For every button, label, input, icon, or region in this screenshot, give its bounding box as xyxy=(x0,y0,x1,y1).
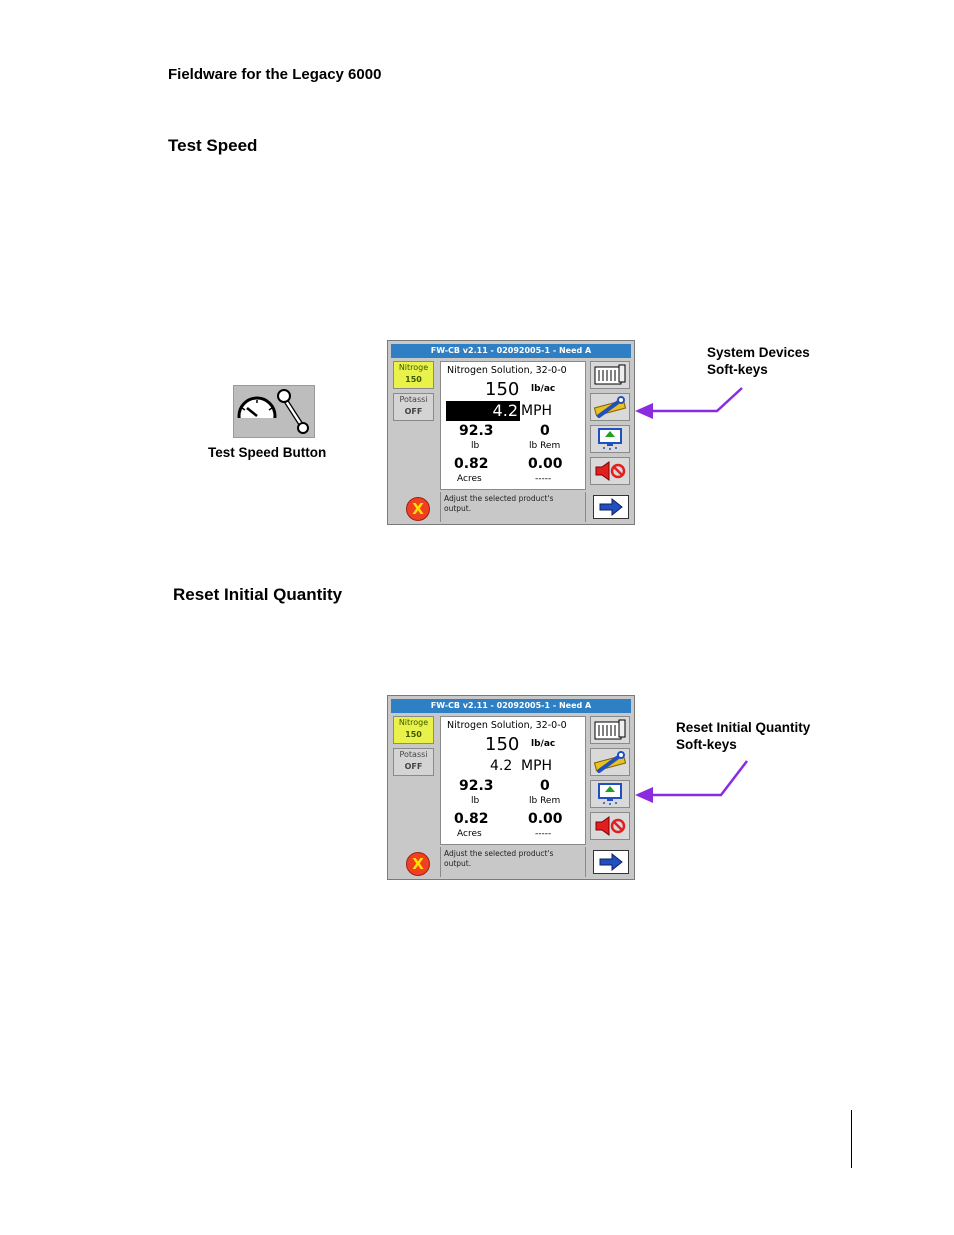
device-list-icon xyxy=(593,719,627,741)
speed-unit: MPH xyxy=(521,403,553,419)
product-name: Nitrogen Solution, 32-0-0 xyxy=(447,720,567,731)
extra-value: 0.00 xyxy=(528,456,563,472)
applied-value: 92.3 xyxy=(459,423,494,439)
test-speed-button-caption: Test Speed Button xyxy=(208,445,327,460)
tools-icon xyxy=(593,751,627,773)
area-unit: Acres xyxy=(457,474,482,484)
section-title-reset-quantity: Reset Initial Quantity xyxy=(173,585,343,604)
screen-bottom-bar xyxy=(391,847,631,877)
applied-value: 92.3 xyxy=(459,778,494,794)
system-devices-softkey[interactable] xyxy=(590,748,630,776)
mute-alarm-softkey[interactable] xyxy=(590,457,630,485)
device-list-icon xyxy=(593,364,627,386)
monitor-screen-reset-quantity xyxy=(387,695,635,880)
mute-alarm-icon xyxy=(593,815,627,837)
rate-unit: lb/ac xyxy=(531,739,556,749)
remaining-value: 0 xyxy=(540,423,550,439)
callout-arrow-system-devices xyxy=(630,380,750,425)
next-softkey[interactable] xyxy=(593,495,629,519)
area-unit: Acres xyxy=(457,829,482,839)
section-title-test-speed: Test Speed xyxy=(168,136,258,155)
product-status-panel xyxy=(440,361,586,490)
applied-unit: lb xyxy=(471,796,480,806)
area-value: 0.82 xyxy=(454,811,489,827)
extra-unit: ----- xyxy=(535,474,552,484)
arrow-right-icon xyxy=(598,498,624,516)
status-message: Adjust the selected product's output. xyxy=(440,492,586,522)
device-list-softkey[interactable] xyxy=(590,716,630,744)
monitor-screen-test-speed xyxy=(387,340,635,525)
reset-quantity-softkey[interactable] xyxy=(590,780,630,808)
close-icon: X xyxy=(412,500,424,518)
remaining-unit: lb Rem xyxy=(529,441,561,451)
system-devices-softkey[interactable] xyxy=(590,393,630,421)
test-speed-button xyxy=(233,385,315,438)
reset-quantity-icon xyxy=(595,427,625,451)
rate-value: 150 xyxy=(485,734,520,755)
cancel-softkey[interactable] xyxy=(406,852,430,876)
next-softkey[interactable] xyxy=(593,850,629,874)
cancel-softkey[interactable] xyxy=(406,497,430,521)
area-value: 0.82 xyxy=(454,456,489,472)
mute-alarm-icon xyxy=(593,460,627,482)
speed-unit: MPH xyxy=(521,758,553,774)
product-button-potassium[interactable]: Potassi OFF xyxy=(393,393,434,421)
status-message: Adjust the selected product's output. xyxy=(440,847,586,877)
mute-alarm-softkey[interactable] xyxy=(590,812,630,840)
speedometer-wrench-icon xyxy=(234,386,314,437)
screen-title-bar: FW-CB v2.11 - 02092005-1 - Need A xyxy=(391,699,631,713)
close-icon: X xyxy=(412,855,424,873)
page-header: Fieldware for the Legacy 6000 xyxy=(168,66,382,83)
speed-value: 4.2 xyxy=(490,758,513,774)
product-button-potassium[interactable]: Potassi OFF xyxy=(393,748,434,776)
applied-unit: lb xyxy=(471,441,480,451)
reset-quantity-icon xyxy=(595,782,625,806)
product-name: Nitrogen Solution, 32-0-0 xyxy=(447,365,567,376)
product-button-nitrogen[interactable]: Nitroge 150 xyxy=(393,361,434,389)
product-status-panel xyxy=(440,716,586,845)
rate-unit: lb/ac xyxy=(531,384,556,394)
callout-reset-quantity: Reset Initial Quantity Soft-keys xyxy=(676,720,811,752)
remaining-unit: lb Rem xyxy=(529,796,561,806)
device-list-softkey[interactable] xyxy=(590,361,630,389)
arrow-right-icon xyxy=(598,853,624,871)
callout-arrow-reset-quantity xyxy=(630,755,755,805)
page-margin-rule xyxy=(851,1110,852,1168)
screen-title-bar: FW-CB v2.11 - 02092005-1 - Need A xyxy=(391,344,631,358)
extra-unit: ----- xyxy=(535,829,552,839)
tools-icon xyxy=(593,396,627,418)
extra-value: 0.00 xyxy=(528,811,563,827)
reset-quantity-softkey[interactable] xyxy=(590,425,630,453)
callout-system-devices: System Devices Soft-keys xyxy=(707,345,810,377)
remaining-value: 0 xyxy=(540,778,550,794)
product-button-nitrogen[interactable]: Nitroge 150 xyxy=(393,716,434,744)
speed-value-highlighted[interactable]: 4.2 xyxy=(446,401,520,421)
rate-value: 150 xyxy=(485,379,520,400)
screen-bottom-bar xyxy=(391,492,631,522)
